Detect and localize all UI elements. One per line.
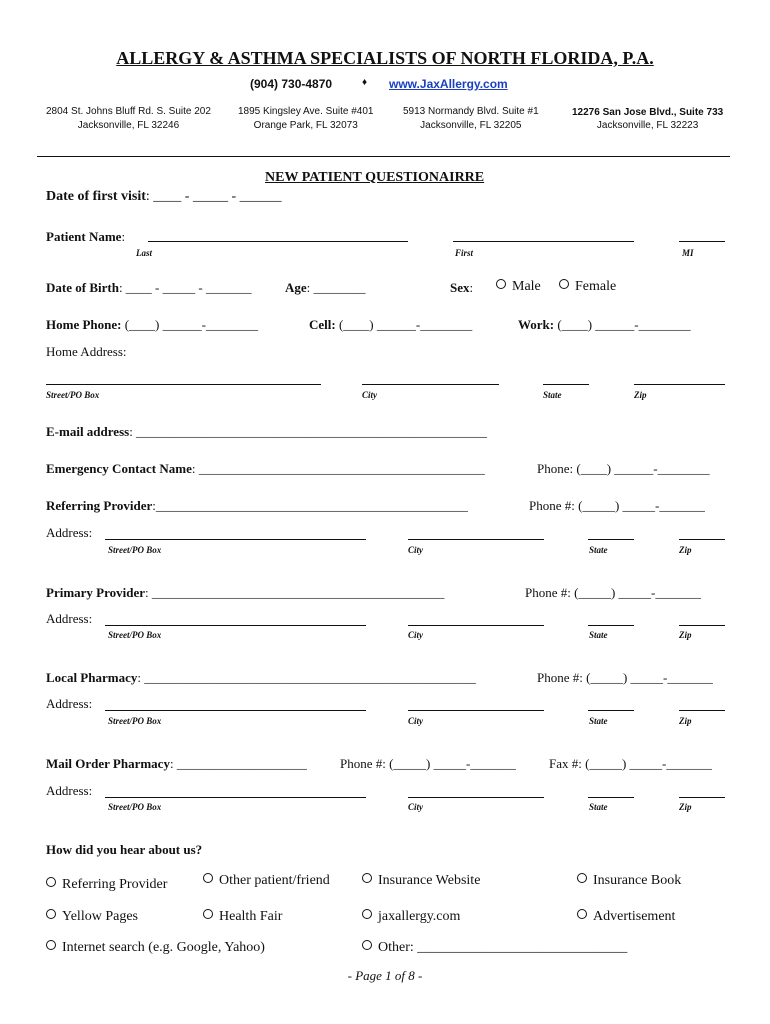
street-caption: Street/PO Box — [46, 390, 100, 400]
colon: : — [121, 229, 126, 244]
referring-address-label: Address: — [46, 525, 93, 540]
colon: : — [469, 280, 474, 295]
home-phone-label: Home Phone: — [46, 317, 122, 332]
pharmacy-street-field[interactable] — [105, 710, 366, 711]
option-label: Female — [575, 279, 617, 294]
hear-option-health-fair[interactable] — [203, 909, 282, 925]
cell-label: Cell: — [309, 317, 336, 332]
referring-city-field[interactable] — [408, 539, 544, 540]
emergency-field[interactable]: : ____________________________________________ — [191, 461, 485, 476]
emergency-phone-field[interactable]: Phone: (____) ______-________ — [537, 461, 710, 476]
home-street-field[interactable] — [46, 384, 321, 385]
state-caption: State — [589, 630, 608, 640]
zip-caption: Zip — [679, 802, 692, 812]
pharmacy-field[interactable]: : ___________________________________________________ — [137, 670, 476, 685]
mail-order-phone-field[interactable]: Phone #: (_____) _____-_______ — [340, 756, 516, 771]
option-label: Other patient/friend — [219, 873, 330, 888]
age-row — [285, 280, 366, 296]
mail-order-label: Mail Order Pharmacy — [46, 756, 170, 771]
state-caption: State — [589, 802, 608, 812]
city-caption: City — [362, 390, 377, 400]
radio-circle-icon — [362, 873, 372, 883]
radio-circle-icon — [46, 940, 56, 950]
mail-order-field[interactable]: : ____________________ — [169, 756, 307, 771]
referring-phone-field[interactable]: Phone #: (_____) _____-_______ — [529, 498, 705, 513]
office-line: Jacksonville, FL 32223 — [596, 120, 699, 131]
office-line: 2804 St. Johns Bluff Rd. S. Suite 202 — [46, 106, 211, 117]
office-line: Jacksonville, FL 32246 — [77, 120, 180, 131]
work-phone-row — [518, 317, 691, 333]
option-label: Yellow Pages — [62, 909, 138, 924]
street-caption: Street/PO Box — [108, 545, 162, 555]
city-caption: City — [408, 630, 423, 640]
radio-circle-icon — [203, 909, 213, 919]
pharmacy-address-label: Address: — [46, 696, 93, 711]
cell-phone-row — [309, 317, 472, 333]
zip-caption: Zip — [679, 630, 692, 640]
hear-option-referring-provider[interactable] — [46, 877, 167, 893]
age-field[interactable]: : ________ — [306, 280, 366, 295]
home-phone-row — [46, 317, 258, 333]
hear-option-other-patient[interactable] — [203, 873, 330, 889]
hear-option-insurance-website[interactable] — [362, 873, 480, 889]
first-name-field[interactable] — [453, 241, 634, 242]
primary-label: Primary Provider — [46, 585, 146, 600]
referring-state-field[interactable] — [588, 539, 634, 540]
first-caption: First — [455, 248, 474, 258]
last-name-field[interactable] — [148, 241, 408, 242]
option-label: Insurance Book — [593, 873, 682, 888]
office-address-2 — [238, 105, 373, 133]
street-caption: Street/PO Box — [108, 716, 162, 726]
mail-order-street-field[interactable] — [105, 797, 366, 798]
home-city-field[interactable] — [362, 384, 499, 385]
first-visit-label: Date of first visit — [46, 189, 146, 204]
hear-option-jaxallergy[interactable] — [362, 909, 460, 925]
option-label: Internet search (e.g. Google, Yahoo) — [62, 940, 265, 955]
email-row — [46, 424, 487, 440]
city-caption: City — [408, 802, 423, 812]
primary-phone-field[interactable]: Phone #: (_____) _____-_______ — [525, 585, 701, 600]
work-label: Work: — [518, 317, 555, 332]
radio-circle-icon — [362, 909, 372, 919]
office-address-4 — [572, 106, 723, 132]
street-caption: Street/PO Box — [108, 630, 162, 640]
city-caption: City — [408, 545, 423, 555]
mi-caption: MI — [682, 248, 694, 258]
primary-city-field[interactable] — [408, 625, 544, 626]
emergency-label: Emergency Contact Name — [46, 461, 192, 476]
pharmacy-label: Local Pharmacy — [46, 670, 138, 685]
pharmacy-zip-field[interactable] — [679, 710, 725, 711]
mi-field[interactable] — [679, 241, 725, 242]
hear-option-internet-search[interactable] — [46, 940, 265, 956]
mail-order-state-field[interactable] — [588, 797, 634, 798]
state-caption: State — [543, 390, 562, 400]
primary-field[interactable]: : _____________________________________________ — [145, 585, 445, 600]
header-divider — [37, 156, 730, 157]
practice-phone: (904) 730-4870 — [250, 77, 333, 91]
hear-option-insurance-book[interactable] — [577, 873, 681, 889]
form-title: NEW PATIENT QUESTIONAIRRE — [265, 170, 485, 185]
cell-field[interactable]: (____) ______-________ — [335, 317, 473, 332]
separator-diamond: ♦ — [362, 77, 368, 88]
mail-order-row — [46, 756, 307, 772]
city-caption: City — [408, 716, 423, 726]
office-line: Jacksonville, FL 32205 — [420, 120, 522, 131]
mail-order-zip-field[interactable] — [679, 797, 725, 798]
option-label: Insurance Website — [378, 873, 481, 888]
option-label: Referring Provider — [62, 877, 168, 892]
radio-circle-icon — [577, 909, 587, 919]
zip-caption: Zip — [679, 545, 692, 555]
referring-label: Referring Provider — [46, 498, 153, 513]
option-label: Advertisement — [593, 909, 676, 924]
radio-circle-icon — [46, 877, 56, 887]
office-line: 1895 Kingsley Ave. Suite #401 — [238, 106, 374, 117]
radio-circle-icon — [46, 909, 56, 919]
option-label: Health Fair — [219, 909, 283, 924]
email-field[interactable]: : ______________________________________________________ — [129, 424, 488, 439]
last-caption: Last — [136, 248, 153, 258]
hear-option-yellow-pages[interactable] — [46, 909, 138, 925]
office-address-3 — [403, 105, 539, 133]
mail-order-address-label: Address: — [46, 783, 93, 798]
emergency-row — [46, 461, 485, 477]
radio-circle-icon — [559, 279, 569, 289]
primary-address-label: Address: — [46, 611, 93, 626]
email-label: E-mail address — [46, 424, 130, 439]
state-caption: State — [589, 716, 608, 726]
page-number: - Page 1 of 8 - — [347, 968, 423, 983]
sex-male-radio[interactable] — [496, 279, 541, 295]
option-label: Other: ______________________________ — [378, 940, 628, 955]
work-field[interactable]: (____) ______-________ — [554, 317, 691, 332]
sex-label: Sex — [450, 280, 470, 295]
zip-caption: Zip — [679, 716, 692, 726]
hear-about-question: How did you hear about us? — [46, 842, 203, 857]
referring-zip-field[interactable] — [679, 539, 725, 540]
home-state-field[interactable] — [543, 384, 589, 385]
pharmacy-row — [46, 670, 476, 686]
hear-option-advertisement[interactable] — [577, 909, 675, 925]
primary-zip-field[interactable] — [679, 625, 725, 626]
referring-street-field[interactable] — [105, 539, 366, 540]
zip-caption: Zip — [634, 390, 647, 400]
pharmacy-state-field[interactable] — [588, 710, 634, 711]
age-label: Age — [285, 280, 307, 295]
dob-label: Date of Birth — [46, 280, 119, 295]
state-caption: State — [589, 545, 608, 555]
home-phone-field[interactable]: (____) ______-________ — [121, 317, 258, 332]
option-label: jaxallergy.com — [378, 909, 461, 924]
primary-state-field[interactable] — [588, 625, 634, 626]
referring-row — [46, 498, 468, 514]
option-label: Male — [512, 279, 541, 294]
primary-row — [46, 585, 444, 601]
pharmacy-city-field[interactable] — [408, 710, 544, 711]
sex-row — [450, 280, 473, 296]
first-visit-row — [46, 189, 282, 205]
office-line: 5913 Normandy Blvd. Suite #1 — [403, 106, 539, 117]
practice-name: ALLERGY & ASTHMA SPECIALISTS OF NORTH FLORIDA, P.A. — [116, 48, 654, 68]
patient-name-row — [46, 229, 125, 245]
radio-circle-icon — [203, 873, 213, 883]
sex-female-radio[interactable] — [559, 279, 616, 295]
website-link[interactable]: www.JaxAllergy.com — [389, 77, 508, 91]
dob-field[interactable]: : ____ - _____ - _______ — [118, 280, 252, 295]
dob-row — [46, 280, 251, 296]
home-zip-field[interactable] — [634, 384, 725, 385]
office-address-1 — [46, 105, 211, 133]
radio-circle-icon — [577, 873, 587, 883]
primary-street-field[interactable] — [105, 625, 366, 626]
radio-circle-icon — [496, 279, 506, 289]
mail-order-city-field[interactable] — [408, 797, 544, 798]
hear-option-other[interactable] — [362, 940, 627, 956]
radio-circle-icon — [362, 940, 372, 950]
mail-order-fax-field[interactable]: Fax #: (_____) _____-_______ — [549, 756, 712, 771]
street-caption: Street/PO Box — [108, 802, 162, 812]
pharmacy-phone-field[interactable]: Phone #: (_____) _____-_______ — [537, 670, 713, 685]
office-line: 12276 San Jose Blvd., Suite 733 — [572, 107, 724, 118]
home-address-label: Home Address: — [46, 344, 127, 359]
office-line: Orange Park, FL 32073 — [253, 120, 358, 131]
referring-field[interactable]: :________________________________________________ — [152, 498, 468, 513]
first-visit-field[interactable]: : ____ - _____ - ______ — [145, 189, 282, 204]
patient-name-label: Patient Name — [46, 229, 122, 244]
